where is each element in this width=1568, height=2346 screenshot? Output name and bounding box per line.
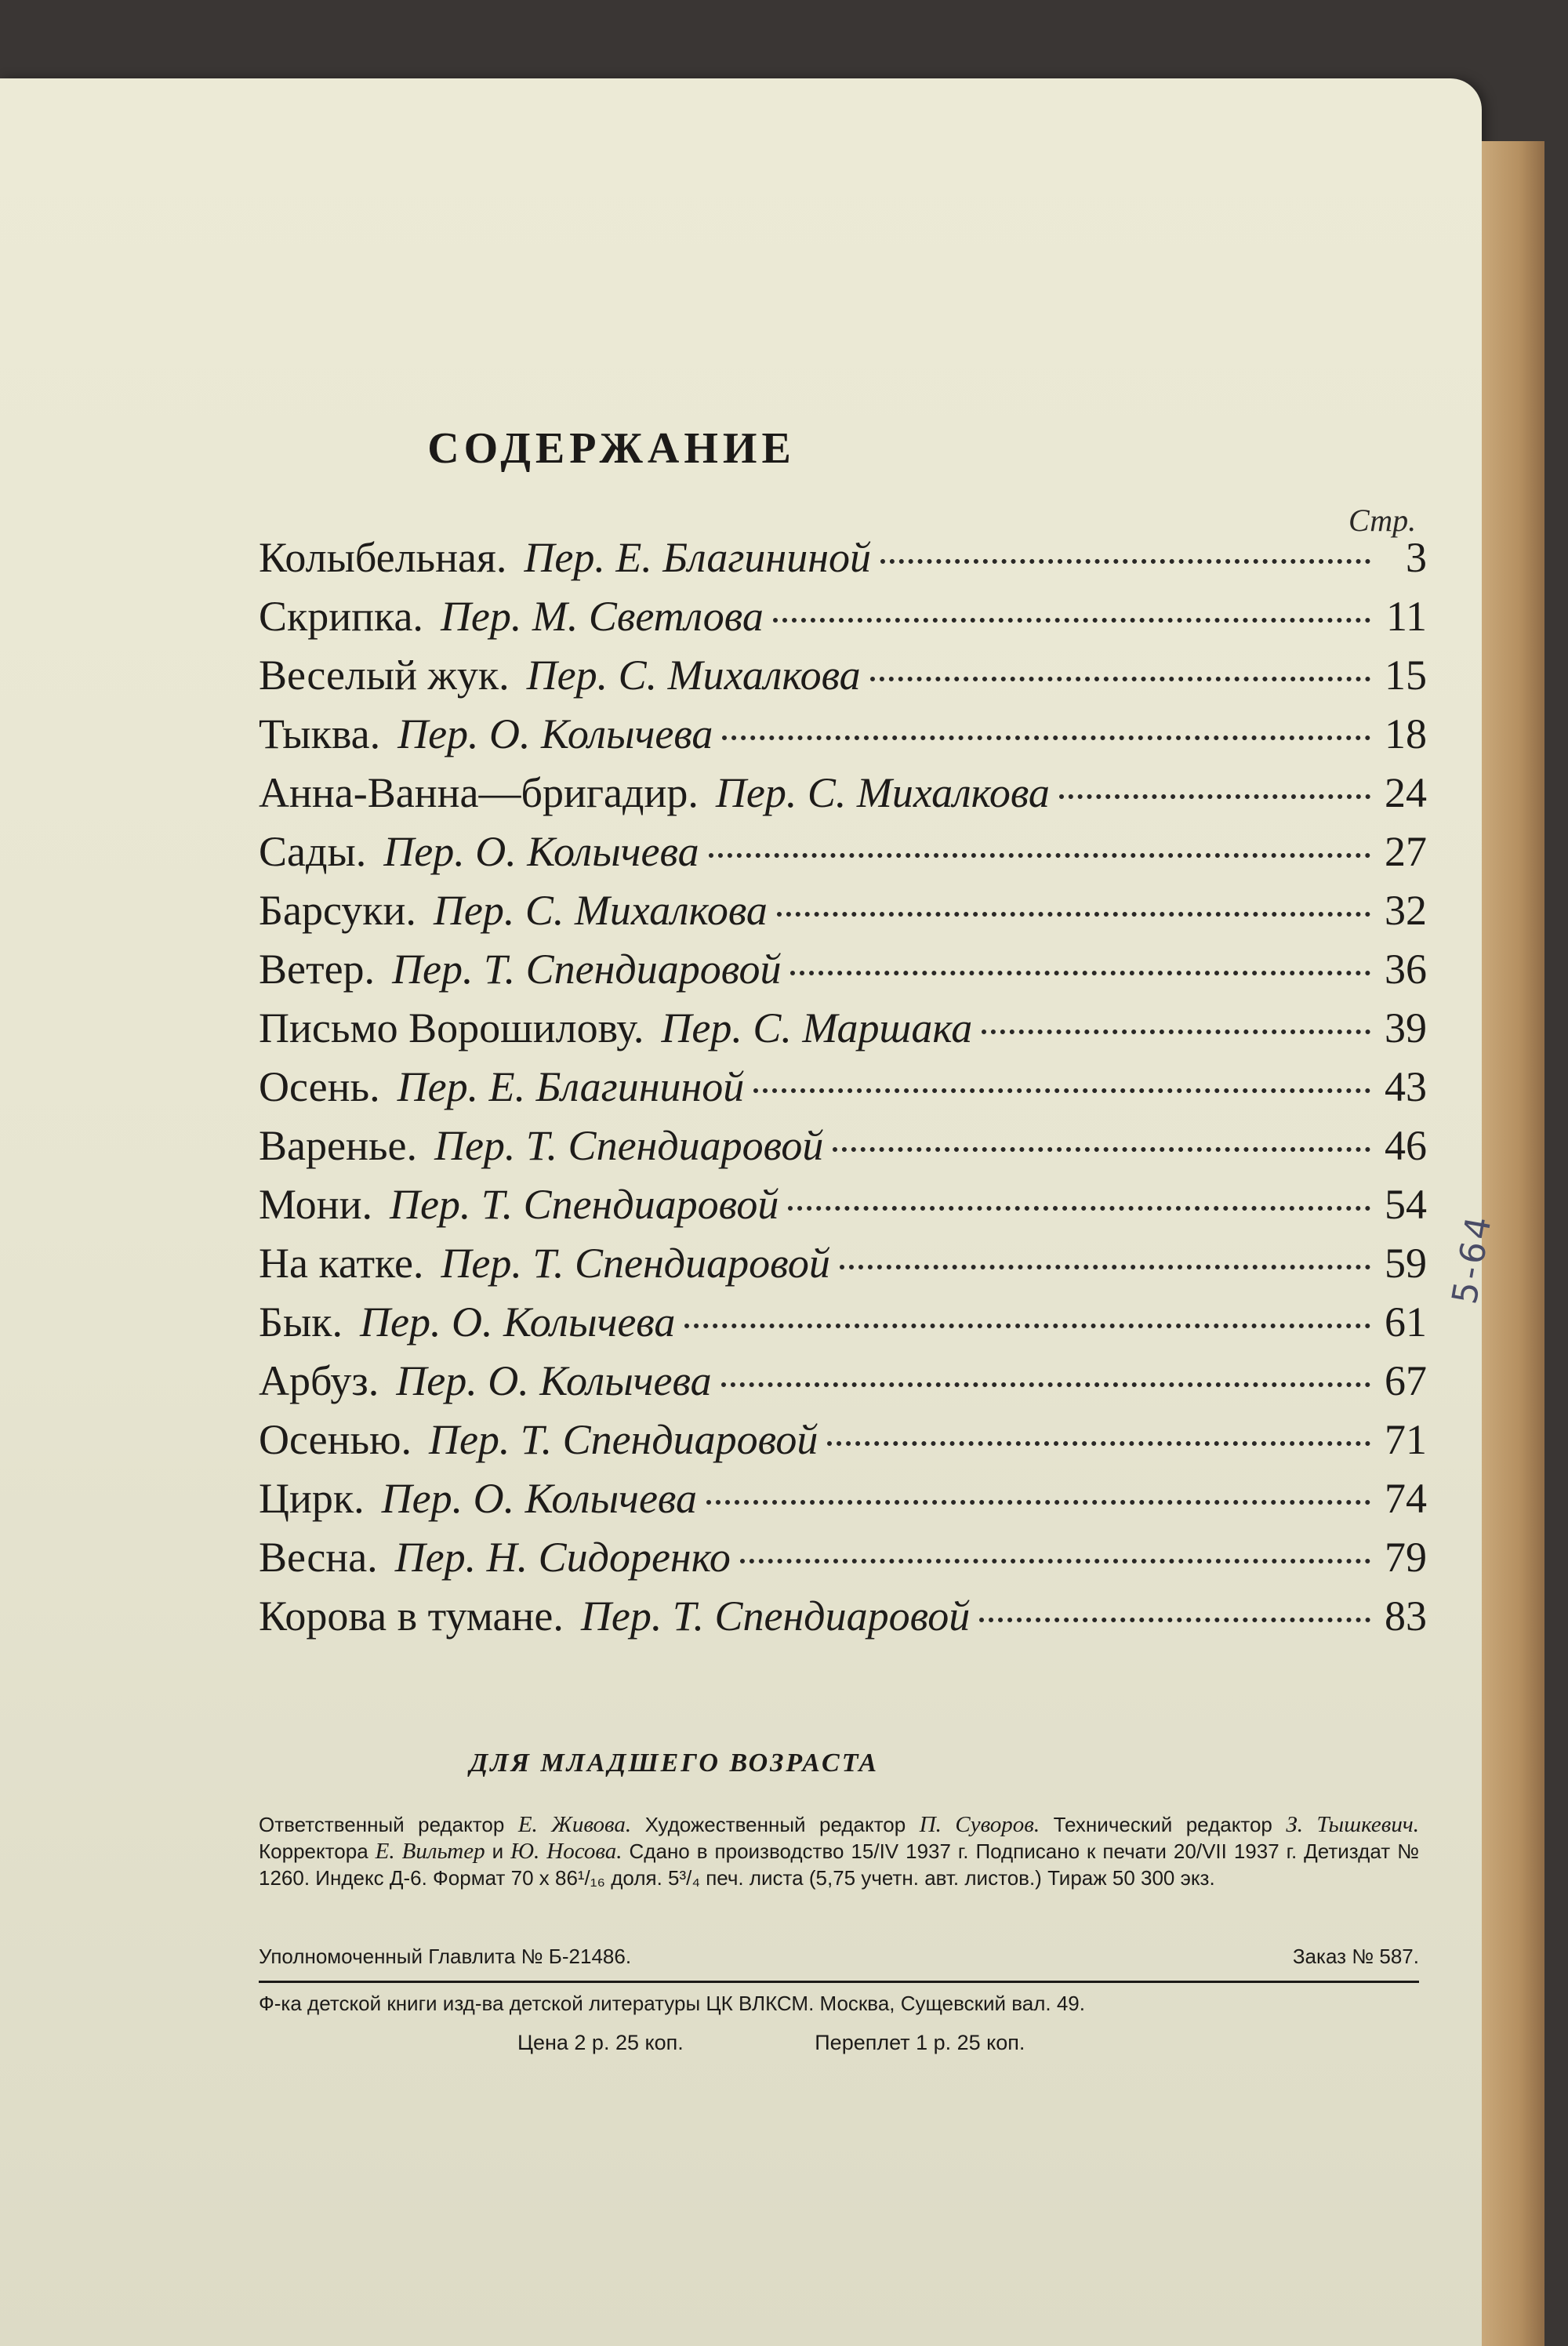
leader-dots <box>982 1030 1370 1034</box>
handwritten-mark: 5-64 <box>1444 1211 1501 1307</box>
tech-editor-name: З. Тышкевич. <box>1286 1812 1419 1837</box>
leader-dots <box>753 1088 1370 1093</box>
toc-entry <box>259 1062 1427 1121</box>
imprint-text: Сдано в производство 15/IV 1937 г. Подписано к печати 20/VII 1937 г. Детиздат № 1260. Индекс Д-6. Формат 70 х 86¹/₁₆ доля. 5³/₄ печ. листа (5,75 учетн. авт. листов.) Тираж 50 300 экз. <box>259 1839 1419 1890</box>
toc-entry-title: Варенье. <box>259 1122 417 1169</box>
imprint-text: Технический редактор <box>1053 1813 1272 1836</box>
page-column-label: Стр. <box>1348 503 1417 538</box>
toc-entry <box>259 768 1427 827</box>
toc-entry-translator: Пер. С. Михалкова <box>715 769 1050 816</box>
toc-entry <box>259 533 1427 592</box>
table-of-contents <box>259 533 1427 1651</box>
toc-entry-translator: Пер. О. Колычева <box>360 1298 676 1346</box>
leader-dots <box>773 618 1370 623</box>
order-number: Заказ № 587. <box>1292 1945 1419 1968</box>
toc-entry-page: 36 <box>1385 946 1427 993</box>
toc-entry <box>259 1298 1427 1356</box>
toc-entry-title: Осень. <box>259 1063 380 1110</box>
divider-rule <box>259 1981 1419 1983</box>
toc-entry-translator: Пер. М. Светлова <box>440 593 764 640</box>
leader-dots <box>790 971 1370 975</box>
toc-entry-translator: Пер. Т. Спендиаровой <box>580 1592 971 1640</box>
toc-entry-translator: Пер. О. Колычева <box>381 1475 697 1522</box>
leader-dots <box>827 1441 1370 1446</box>
toc-entry <box>259 1180 1427 1239</box>
toc-entry-title: Цирк. <box>259 1475 365 1522</box>
art-editor-name: П. Суворов. <box>919 1812 1040 1837</box>
leader-dots <box>979 1618 1370 1622</box>
prices-line <box>517 2031 1150 2055</box>
leader-dots <box>709 853 1370 858</box>
toc-entry <box>259 1239 1427 1298</box>
toc-entry <box>259 1533 1427 1592</box>
leader-dots <box>706 1500 1370 1505</box>
toc-entry-translator: Пер. Т. Спендиаровой <box>389 1181 779 1228</box>
toc-entry-translator: Пер. Т. Спендиаровой <box>434 1122 824 1169</box>
toc-entry-page: 24 <box>1385 769 1427 816</box>
toc-entry-page: 18 <box>1385 710 1427 757</box>
toc-entry-title: Корова в тумане. <box>259 1592 564 1640</box>
toc-entry-page: 83 <box>1385 1592 1427 1640</box>
toc-entry-title: Колыбельная. <box>259 534 507 581</box>
toc-entry-title: На катке. <box>259 1240 424 1287</box>
toc-entry-translator: Пер. О. Колычева <box>397 710 713 757</box>
toc-entry-page: 61 <box>1385 1298 1427 1346</box>
toc-entry-page: 32 <box>1385 887 1427 934</box>
toc-entry <box>259 1415 1427 1474</box>
toc-entry-title: Осенью. <box>259 1416 412 1463</box>
toc-entry-title: Мони. <box>259 1181 372 1228</box>
leader-dots <box>777 912 1370 917</box>
toc-entry-page: 43 <box>1385 1063 1427 1110</box>
toc-entry-title: Веселый жук. <box>259 652 510 699</box>
toc-entry <box>259 1474 1427 1533</box>
imprint-block <box>259 1811 1419 1891</box>
corrector-name: Е. Вильтер <box>375 1839 485 1864</box>
toc-entry-page: 15 <box>1385 652 1427 699</box>
toc-entry-translator: Пер. О. Колычева <box>396 1357 712 1404</box>
toc-entry-page: 11 <box>1386 593 1427 640</box>
toc-entry-page: 67 <box>1385 1357 1427 1404</box>
toc-entry-title: Письмо Ворошилову. <box>259 1004 644 1051</box>
toc-entry-page: 71 <box>1385 1416 1427 1463</box>
leader-dots <box>870 677 1370 681</box>
leader-dots <box>740 1559 1370 1563</box>
corrector-name: Ю. Носова. <box>510 1839 622 1864</box>
toc-entry-translator: Пер. Т. Спендиаровой <box>441 1240 830 1287</box>
toc-entry-title: Анна-Ванна—бригадир. <box>259 769 699 816</box>
toc-entry-title: Тыква. <box>259 710 381 757</box>
toc-entry <box>259 651 1427 710</box>
toc-entry-translator: Пер. Н. Сидоренко <box>394 1534 731 1581</box>
contents-heading: СОДЕРЖАНИЕ <box>427 424 796 473</box>
toc-entry-translator: Пер. Т. Спендиаровой <box>428 1416 818 1463</box>
leader-dots <box>880 559 1370 564</box>
imprint-text: Корректора <box>259 1839 368 1863</box>
toc-entry-translator: Пер. Т. Спендиаровой <box>392 946 782 993</box>
imprint-text: Художественный редактор <box>644 1813 906 1836</box>
leader-dots <box>840 1265 1370 1269</box>
toc-entry-translator: Пер. С. Михалкова <box>433 887 768 934</box>
leader-dots <box>684 1324 1370 1328</box>
toc-entry <box>259 1356 1427 1415</box>
toc-entry <box>259 886 1427 945</box>
factory-line: Ф-ка детской книги изд-ва детской литературы ЦК ВЛКСМ. Москва, Сущевский вал. 49. <box>259 1992 1085 2015</box>
toc-entry-page: 3 <box>1406 534 1427 581</box>
toc-entry-page: 46 <box>1385 1122 1427 1169</box>
toc-entry <box>259 592 1427 651</box>
toc-entry <box>259 827 1427 886</box>
leader-dots <box>833 1147 1370 1152</box>
toc-entry <box>259 1592 1427 1651</box>
toc-entry-page: 79 <box>1385 1534 1427 1581</box>
toc-entry-page: 54 <box>1385 1181 1427 1228</box>
toc-entry-translator: Пер. С. Маршака <box>661 1004 973 1051</box>
leader-dots <box>1059 794 1370 799</box>
glavlit-number: Уполномоченный Главлита № Б-21486. <box>259 1945 632 1968</box>
toc-entry-translator: Пер. Е. Благининой <box>397 1063 745 1110</box>
age-group-label: ДЛЯ МЛАДШЕГО ВОЗРАСТА <box>469 1749 880 1778</box>
toc-entry-page: 59 <box>1385 1240 1427 1287</box>
toc-entry-title: Барсуки. <box>259 887 416 934</box>
toc-entry-title: Сады. <box>259 828 367 875</box>
toc-entry <box>259 1004 1427 1062</box>
imprint-text: Ответственный редактор <box>259 1813 505 1836</box>
toc-entry-translator: Пер. О. Колычева <box>383 828 699 875</box>
toc-entry-title: Арбуз. <box>259 1357 379 1404</box>
editor-name: Е. Живова. <box>517 1812 632 1837</box>
toc-entry-translator: Пер. С. Михалкова <box>526 652 861 699</box>
toc-entry-translator: Пер. Е. Благининой <box>524 534 872 581</box>
leader-dots <box>721 1382 1370 1387</box>
toc-entry-page: 74 <box>1385 1475 1427 1522</box>
leader-dots <box>788 1206 1370 1211</box>
toc-entry-title: Весна. <box>259 1534 378 1581</box>
imprint-text: и <box>492 1839 504 1863</box>
leader-dots <box>722 735 1370 740</box>
toc-entry-page: 27 <box>1385 828 1427 875</box>
price: Цена 2 р. 25 коп. <box>517 2031 684 2054</box>
toc-entry-title: Ветер. <box>259 946 376 993</box>
toc-entry <box>259 1121 1427 1180</box>
toc-entry-title: Скрипка. <box>259 593 423 640</box>
binding-price: Переплет 1 р. 25 коп. <box>815 2031 1025 2054</box>
toc-entry <box>259 945 1427 1004</box>
toc-entry <box>259 710 1427 768</box>
toc-entry-page: 39 <box>1385 1004 1427 1051</box>
toc-entry-title: Бык. <box>259 1298 343 1346</box>
